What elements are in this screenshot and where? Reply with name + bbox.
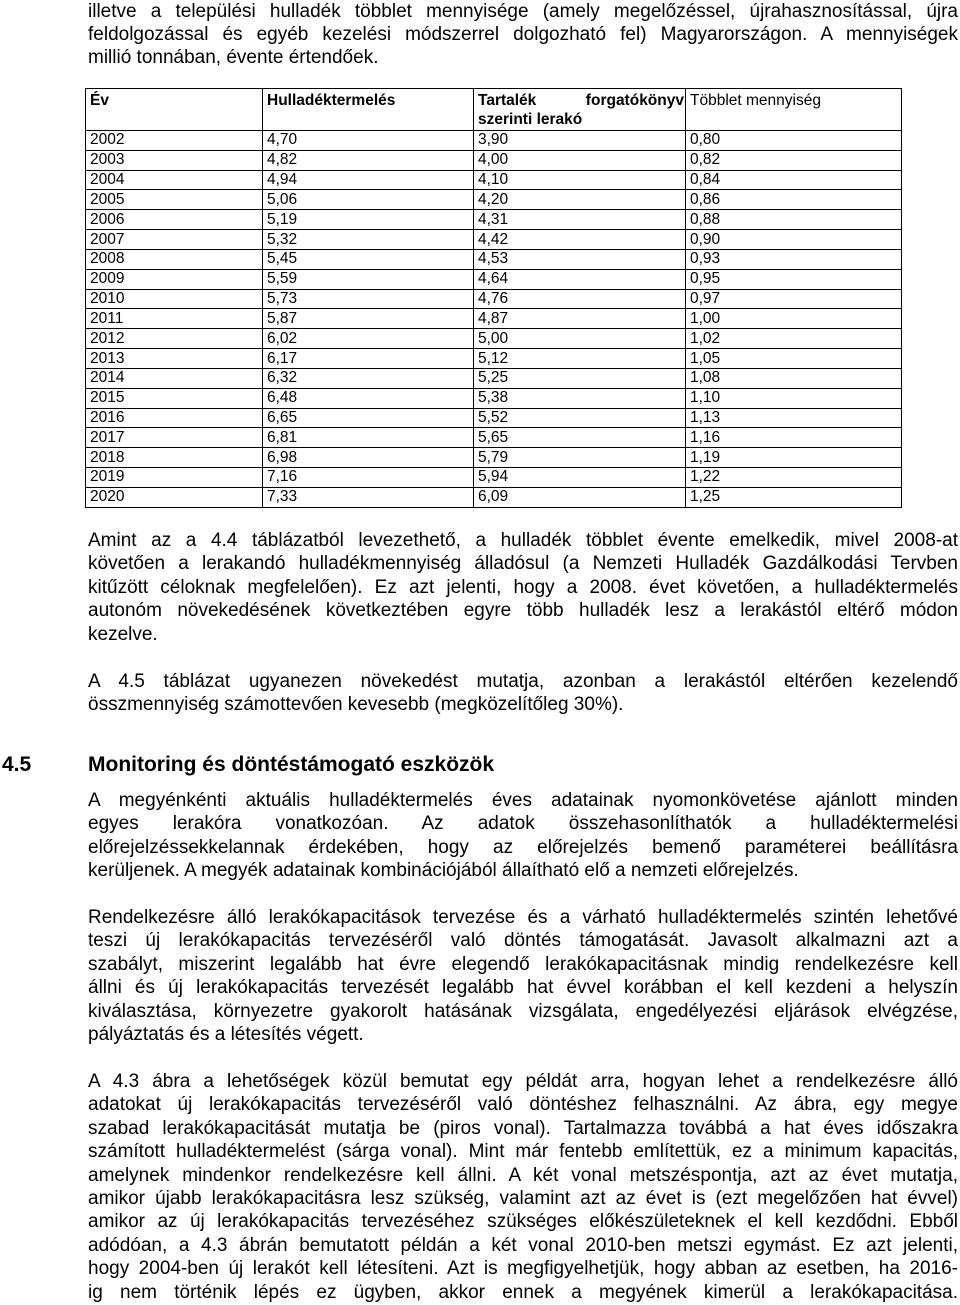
text-line: amikor újabb lerakókapacitásra lesz szükség, valamint azt az évet is (ezt megelőzően hat évvel) [88, 1187, 958, 1209]
year-cell: 2004 [86, 170, 263, 190]
capacity-planning-paragraph [88, 906, 958, 1046]
text-line: szabad lerakókapacitását mutatja be (piros vonal). Tartalmazza továbbá a hat éves időszakra [88, 1117, 958, 1139]
year-cell: 2019 [86, 468, 263, 488]
year-cell: 2020 [86, 487, 263, 507]
text-line: millió tonnában, évente értendőek. [88, 47, 379, 68]
text-line: szabályt, miszerint legalább hat évre elegendő lerakókapacitásnak mindig rendelkezésre kell [88, 953, 958, 975]
landfill-reserve-cell: 4,53 [474, 249, 686, 269]
surplus-cell: 1,00 [686, 309, 902, 329]
year-cell: 2015 [86, 388, 263, 408]
text-line: kerüljenek. A megyék adatainak kombinációjából állaítható elő a nemzeti előrejelzés. [88, 860, 799, 882]
waste-generation-cell: 6,17 [263, 349, 474, 369]
waste-generation-cell: 6,65 [263, 408, 474, 428]
landfill-reserve-cell: 5,94 [474, 468, 686, 488]
section-title: Monitoring és döntéstámogató eszközök [88, 753, 495, 776]
surplus-cell: 1,19 [686, 448, 902, 468]
waste-generation-cell: 7,33 [263, 487, 474, 507]
year-cell: 2013 [86, 349, 263, 369]
table-4-5-paragraph [88, 670, 958, 717]
text-line: teszi új lerakókapacitás tervezéséről való döntés támogatását. Javasolt alkalmazni azt a [88, 930, 958, 952]
section-number: 4.5 [2, 753, 32, 776]
landfill-reserve-cell: 5,25 [474, 368, 686, 388]
surplus-cell: 1,02 [686, 329, 902, 349]
surplus-cell: 1,08 [686, 368, 902, 388]
text-line: kitűzött céloknak megfelelően). Ez azt jelenti, hogy a 2008. évet követően, a hulladéktermelés [88, 576, 958, 598]
waste-surplus-table [85, 88, 902, 508]
year-cell: 2012 [86, 329, 263, 349]
year-cell: 2003 [86, 150, 263, 170]
table-row [86, 408, 902, 428]
text-line: kezelve. [88, 623, 158, 645]
waste-generation-cell: 6,81 [263, 428, 474, 448]
landfill-reserve-cell: 6,09 [474, 487, 686, 507]
surplus-cell: 1,10 [686, 388, 902, 408]
figure-4-3-paragraph [88, 1070, 958, 1304]
landfill-reserve-cell: 5,38 [474, 388, 686, 408]
landfill-reserve-cell: 4,10 [474, 170, 686, 190]
year-cell: 2011 [86, 309, 263, 329]
table-row [86, 368, 902, 388]
text-line: autonóm növekedésének következtében egyre több hulladék lesz a lerakástól eltérő módon [88, 600, 958, 622]
waste-generation-cell: 6,02 [263, 329, 474, 349]
text-line: Amint az a 4.4 táblázatból levezethető, a hulladék többlet évente emelkedik, mivel 2008-at [88, 530, 958, 551]
table-head [86, 89, 902, 131]
table-row [86, 249, 902, 269]
waste-generation-cell: 6,32 [263, 368, 474, 388]
table-row [86, 289, 902, 309]
landfill-reserve-cell: 4,31 [474, 210, 686, 230]
surplus-cell: 0,80 [686, 131, 902, 151]
text-line: amikor az új lerakókapacitás tervezéséhez szükséges előkészületeknek el kell kezdődni. Ebből [88, 1211, 958, 1233]
waste-generation-cell: 6,98 [263, 448, 474, 468]
table-row [86, 428, 902, 448]
waste-generation-cell: 4,94 [263, 170, 474, 190]
surplus-cell: 1,25 [686, 487, 902, 507]
year-cell: 2002 [86, 131, 263, 151]
year-cell: 2005 [86, 190, 263, 210]
surplus-cell: 0,93 [686, 249, 902, 269]
landfill-reserve-cell: 5,00 [474, 329, 686, 349]
year-cell: 2014 [86, 368, 263, 388]
waste-generation-cell: 5,59 [263, 269, 474, 289]
surplus-cell: 1,13 [686, 408, 902, 428]
waste-generation-cell: 5,45 [263, 249, 474, 269]
landfill-reserve-cell: 5,12 [474, 349, 686, 369]
surplus-cell: 1,16 [686, 428, 902, 448]
surplus-trend-paragraph [88, 529, 958, 646]
table-row [86, 468, 902, 488]
text-line: A megyénkénti aktuális hulladéktermelés éves adatainak nyomonkövetése ajánlott minden [88, 790, 958, 811]
waste-generation-cell: 7,16 [263, 468, 474, 488]
year-cell: 2016 [86, 408, 263, 428]
landfill-reserve-cell: 5,52 [474, 408, 686, 428]
text-line: kiválasztása, környezetre gyakorolt hatásának vizsgálata, engedélyezési eljárások elvégzése, [88, 1000, 958, 1022]
landfill-reserve-cell: 4,64 [474, 269, 686, 289]
text-line: állni és új lerakókapacitás tervezését legalább hat évvel korábban el kell kezdeni a helyszín [88, 977, 958, 999]
text-line: A 4.5 táblázat ugyanezen növekedést mutatja, azonban a lerakástól eltérően kezelendő [88, 671, 958, 692]
table-row [86, 349, 902, 369]
text-line: egyes lerakóra vonatkozóan. Az adatok összehasonlíthatók a hulladéktermelési [88, 813, 958, 835]
intro-paragraph [88, 0, 958, 69]
table-row [86, 190, 902, 210]
text-line: számított hulladéktermelést (sárga vonal). Mint már fentebb említettük, ez a minimum kapacitás, [88, 1141, 958, 1163]
year-cell: 2008 [86, 249, 263, 269]
waste-generation-cell: 5,73 [263, 289, 474, 309]
year-cell: 2018 [86, 448, 263, 468]
text-line: amelynek mindenkor rendelkezésre kell állni. A két vonal metszéspontja, azt az évet mutatja, [88, 1164, 958, 1186]
surplus-cell: 0,97 [686, 289, 902, 309]
surplus-cell: 1,22 [686, 468, 902, 488]
header-reserve-scenario-landfill: Tartalék forgatókönyv szerinti lerakó [474, 89, 686, 131]
table-row [86, 448, 902, 468]
year-cell: 2017 [86, 428, 263, 448]
table-row [86, 388, 902, 408]
text-line: feldolgozással és egyéb kezelési módszerrel dolgozható fel) Magyarországon. A mennyiségek [88, 24, 958, 45]
table-row [86, 329, 902, 349]
year-cell: 2006 [86, 210, 263, 230]
table-row [86, 150, 902, 170]
table-row [86, 309, 902, 329]
landfill-reserve-cell: 4,00 [474, 150, 686, 170]
text-line: összmennyiség számottevően kevesebb (megközelítőleg 30%). [88, 694, 624, 716]
text-line: A 4.3 ábra a lehetőségek közül bemutat egy példát arra, hogyan lehet a rendelkezésre álló [88, 1071, 958, 1092]
surplus-cell: 0,88 [686, 210, 902, 230]
table-row [86, 269, 902, 289]
table-row [86, 131, 902, 151]
text-line: illetve a települési hulladék többlet mennyisége (amely megelőzéssel, újrahasznosítással, újra [88, 1, 958, 22]
landfill-reserve-cell: 5,65 [474, 428, 686, 448]
section-heading [0, 752, 958, 778]
table-row [86, 210, 902, 230]
waste-generation-cell: 5,19 [263, 210, 474, 230]
text-line: pályáztatás és a létesítés végett. [88, 1023, 364, 1045]
monitoring-paragraph [88, 789, 958, 883]
surplus-cell: 0,86 [686, 190, 902, 210]
year-cell: 2010 [86, 289, 263, 309]
waste-generation-cell: 4,82 [263, 150, 474, 170]
table-row [86, 230, 902, 250]
header-year: Év [86, 89, 263, 131]
text-line: adatokat új lerakókapacitás tervezéséről való döntéshez felhasználni. Az ábra, egy megye [88, 1094, 958, 1116]
waste-generation-cell: 5,06 [263, 190, 474, 210]
table-body [86, 131, 902, 508]
waste-generation-cell: 6,48 [263, 388, 474, 408]
landfill-reserve-cell: 5,79 [474, 448, 686, 468]
surplus-cell: 0,95 [686, 269, 902, 289]
landfill-reserve-cell: 4,42 [474, 230, 686, 250]
surplus-cell: 0,82 [686, 150, 902, 170]
waste-generation-cell: 4,70 [263, 131, 474, 151]
text-line: Rendelkezésre álló lerakókapacitások tervezése és a várható hulladéktermelés szintén lehetővé [88, 907, 958, 928]
year-cell: 2009 [86, 269, 263, 289]
waste-generation-cell: 5,32 [263, 230, 474, 250]
text-line: adódóan, a 4.3 ábrán bemutatott példán a két vonal 2010-ben metszi egymást. Ez azt jelenti, [88, 1234, 958, 1256]
year-cell: 2007 [86, 230, 263, 250]
text-line: hogy 2004-ben új lerakót kell létesíteni. Azt is megfigyelhetjük, hogy abban az esetben, ha 2016- [88, 1258, 958, 1280]
waste-generation-cell: 5,87 [263, 309, 474, 329]
header-waste-generation: Hulladéktermelés [263, 89, 474, 131]
table-row [86, 170, 902, 190]
text-line: előrejelzéssekkelannak érdekében, hogy az előrejelzés bemenő paraméterei beállításra [88, 836, 958, 858]
header-surplus-quantity: Többlet mennyiség [686, 89, 902, 131]
text-line: követően a lerakandó hulladékmennyiség álladósul (a Nemzeti Hulladék Gazdálkodási Tervben [88, 553, 958, 575]
landfill-reserve-cell: 4,76 [474, 289, 686, 309]
landfill-reserve-cell: 3,90 [474, 131, 686, 151]
surplus-cell: 0,90 [686, 230, 902, 250]
surplus-cell: 1,05 [686, 349, 902, 369]
table-row [86, 487, 902, 507]
surplus-cell: 0,84 [686, 170, 902, 190]
text-line: ig nem történik lépés ez ügyben, akkor ennek a megyének kimerül a lerakókapacitása. [88, 1281, 958, 1303]
landfill-reserve-cell: 4,87 [474, 309, 686, 329]
landfill-reserve-cell: 4,20 [474, 190, 686, 210]
table-header-row [86, 89, 902, 131]
